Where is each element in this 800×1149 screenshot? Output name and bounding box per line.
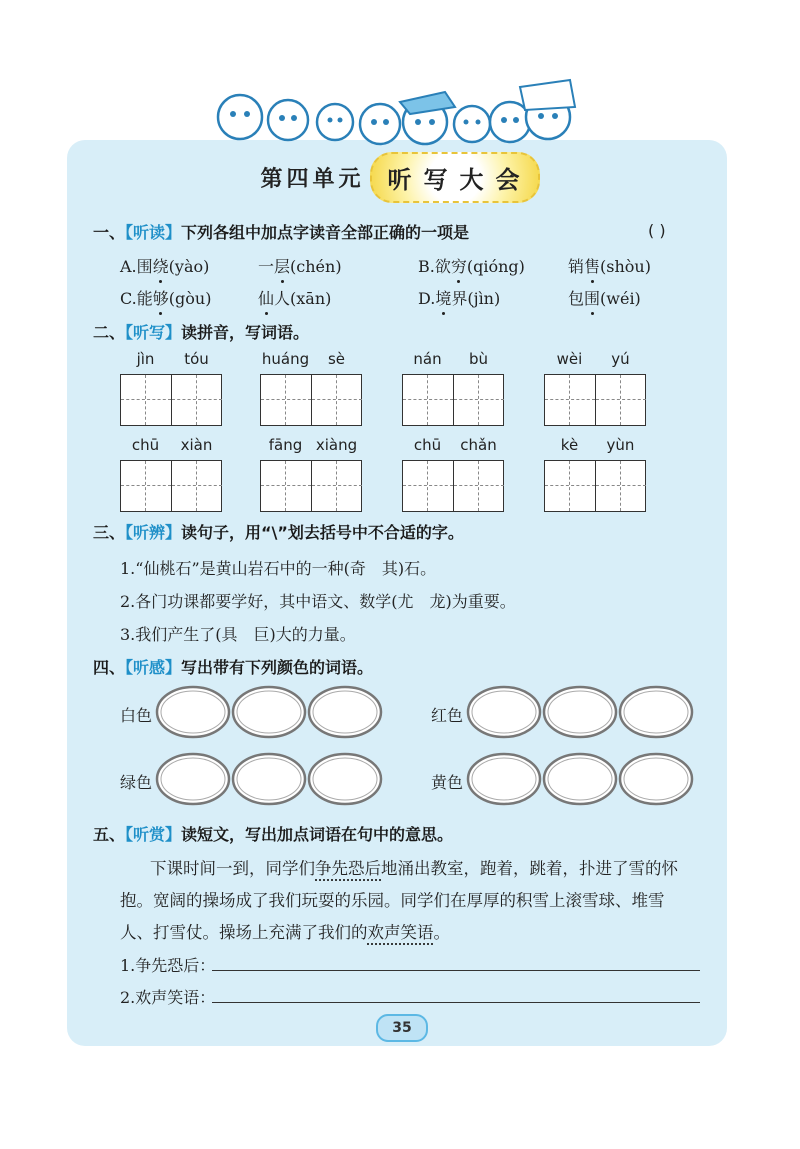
option-d1: D.境界(jìn) <box>418 289 501 308</box>
oval-chain-yellow[interactable] <box>466 751 696 807</box>
section3-heading: 三、【听辨】读句子，用“\”划去括号中不合适的字。 <box>93 523 464 542</box>
option-b1: B.欲穷(qióng) <box>418 257 525 276</box>
dotted-word-2: 欢声笑语 <box>367 923 434 942</box>
writing-grid[interactable] <box>544 460 646 512</box>
question-1-label: 1.争先恐后： <box>120 956 216 975</box>
writing-grid[interactable] <box>402 374 504 426</box>
passage-line-3: 人、打雪仗。操场上充满了我们的欢声笑语。 <box>120 923 450 942</box>
option-c1: C.能够(gòu) <box>120 289 212 308</box>
writing-grid[interactable] <box>260 374 362 426</box>
answer-line-2[interactable] <box>212 1002 700 1003</box>
section2-heading: 二、【听写】读拼音，写词语。 <box>93 323 310 342</box>
section1-heading: 一、【听读】下列各组中加点字读音全部正确的一项是 <box>93 223 470 242</box>
color-label-red: 红色 <box>431 706 464 725</box>
writing-grid[interactable] <box>260 460 362 512</box>
passage-line-2: 抱。宽阔的操场成了我们玩耍的乐园。同学们在厚厚的积雪上滚雪球、堆雪 <box>120 891 665 910</box>
oval-chain-red[interactable] <box>466 684 696 740</box>
color-label-white: 白色 <box>120 706 153 725</box>
option-b2: 销售(shòu) <box>568 257 651 276</box>
section5-heading: 五、【听赏】读短文，写出加点词语在句中的意思。 <box>93 825 454 844</box>
answer-line-1[interactable] <box>212 970 700 971</box>
sentence-1: 1.“仙桃石”是黄山岩石中的一种(奇 其)石。 <box>120 559 437 578</box>
option-c2: 仙人(xān) <box>258 289 332 308</box>
writing-grid[interactable] <box>544 374 646 426</box>
page-title <box>0 152 800 203</box>
passage-line-1: 下课时间一到，同学们争先恐后地涌出教室，跑着，跳着，扑进了雪的怀 <box>150 859 678 878</box>
oval-chain-white[interactable] <box>155 684 385 740</box>
writing-grid[interactable] <box>120 460 222 512</box>
color-label-green: 绿色 <box>120 773 153 792</box>
kids-header-illustration <box>210 72 590 152</box>
sentence-3: 3.我们产生了(具 巨)大的力量。 <box>120 625 356 644</box>
oval-chain-green[interactable] <box>155 751 385 807</box>
section4-heading: 四、【听感】写出带有下列颜色的词语。 <box>93 658 374 677</box>
writing-grid[interactable] <box>402 460 504 512</box>
dotted-word-1: 争先恐后 <box>315 859 381 878</box>
writing-grid[interactable] <box>120 374 222 426</box>
option-d2: 包围(wéi) <box>568 289 641 308</box>
question-2-label: 2.欢声笑语： <box>120 988 216 1007</box>
sentence-2: 2.各门功课都要学好，其中语文、数学(尤 龙)为重要。 <box>120 592 516 611</box>
page-number: 35 <box>376 1014 428 1042</box>
title-main: 听写大会 <box>370 152 540 203</box>
answer-bracket[interactable]: ( ) <box>648 221 666 240</box>
option-a1: A.围绕(yào) <box>120 257 210 276</box>
option-a2: 一层(chén) <box>258 257 342 276</box>
title-unit: 第四单元 <box>260 167 365 192</box>
color-label-yellow: 黄色 <box>431 773 464 792</box>
